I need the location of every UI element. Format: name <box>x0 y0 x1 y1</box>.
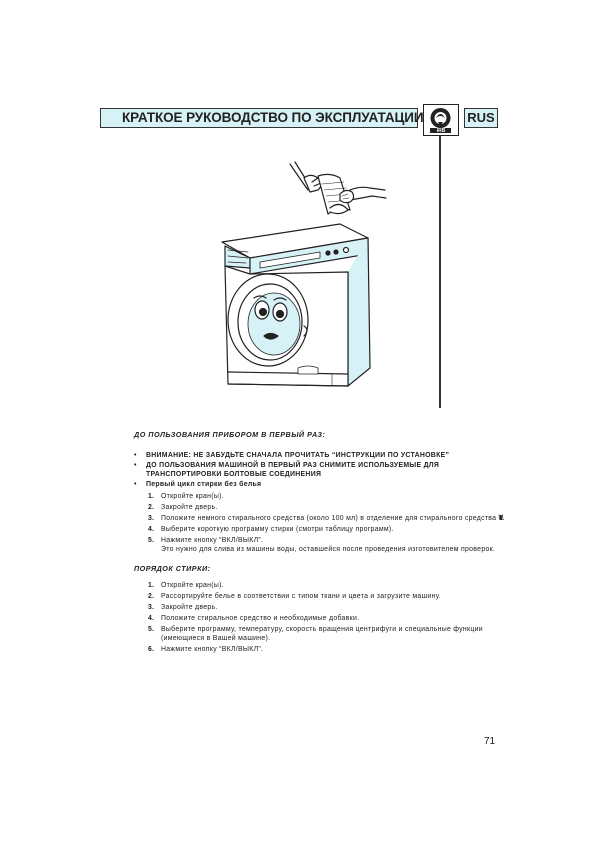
list-item <box>148 503 504 512</box>
bullet-text: ДО ПОЛЬЗОВАНИЯ МАШИНОЙ В ПЕРВЫЙ РАЗ СНИМИТЕ ИСПОЛЬЗУЕМЫЕ ДЛЯ ТРАНСПОРТИРОВКИ БОЛТОВЫЕ СОЕДИНЕНИЯ <box>146 462 440 478</box>
washing-machine-illustration <box>200 150 420 400</box>
step-note: Это нужно для слива из машины воды, оставшейся после проведения изготовителем проверок. <box>161 546 496 553</box>
step-text: Закройте дверь. <box>161 604 218 611</box>
bullet-item <box>134 480 504 489</box>
step-number: 2. <box>148 593 155 600</box>
margin-rule <box>439 136 441 408</box>
page-title: КРАТКОЕ РУКОВОДСТВО ПО ЭКСПЛУАТАЦИИ <box>122 110 424 125</box>
list-item <box>148 581 504 590</box>
list-item <box>148 492 504 501</box>
bullet-item <box>134 461 504 479</box>
list-item <box>148 592 504 601</box>
step-number: 1. <box>148 493 155 500</box>
page-number: 71 <box>484 736 496 747</box>
step-number: 2. <box>148 504 155 511</box>
step-number: 4. <box>148 526 155 533</box>
step-number: 5. <box>148 537 155 544</box>
badge-text: IRB <box>436 128 446 134</box>
bullet-text: Первый цикл стирки без белья <box>146 481 262 488</box>
bullet-icon: • <box>134 462 137 469</box>
content <box>134 430 504 656</box>
detergent-compartment-icon: \II/. <box>498 515 504 522</box>
step-number: 6. <box>148 646 155 653</box>
step-text: Нажмите кнопку “ВКЛ/ВЫКЛ”. <box>161 537 264 544</box>
bullet-icon: • <box>134 452 137 459</box>
step-text: Откройте кран(ы). <box>161 493 224 500</box>
step-number: 4. <box>148 615 155 622</box>
step-number: 5. <box>148 626 155 633</box>
step-text: Выберите короткую программу стирки (смотри таблицу программ). <box>161 526 394 533</box>
bullet-item <box>134 451 504 460</box>
section-title-washing-order: ПОРЯДОК СТИРКИ: <box>134 564 211 573</box>
step-text: Нажмите кнопку “ВКЛ/ВЫКЛ”. <box>161 646 264 653</box>
list-item <box>148 625 504 643</box>
list-item <box>148 514 504 523</box>
section-title-first-use: ДО ПОЛЬЗОВАНИЯ ПРИБОРОМ В ПЕРВЫЙ РАЗ: <box>134 430 326 439</box>
step-text: Рассортируйте белье в соответствии с типом ткани и цвета и загрузите машину. <box>161 593 441 600</box>
step-text: Закройте дверь. <box>161 504 218 511</box>
list-item <box>148 645 504 654</box>
step-text: Положите немного стирального средства (около 100 мл) в отделение для стирального средства <box>161 515 497 522</box>
list-item <box>148 536 504 554</box>
step-number: 1. <box>148 582 155 589</box>
step-text: Откройте кран(ы). <box>161 582 224 589</box>
first-cycle-steps <box>148 492 504 554</box>
list-item <box>148 525 504 534</box>
step-number: 3. <box>148 515 155 522</box>
language-badge: RUS <box>464 108 498 128</box>
list-item <box>148 614 504 623</box>
bullet-icon: • <box>134 481 137 488</box>
step-text: Выберите программу, температуру, скорость вращения центрифуги и специальные функции (имеющиеся в Вашей машине). <box>161 626 483 642</box>
list-item <box>148 603 504 612</box>
step-text: Положите стиральное средство и необходимые добавки. <box>161 615 360 622</box>
washing-steps <box>148 581 504 654</box>
bullet-text: ВНИМАНИЕ: НЕ ЗАБУДЬТЕ СНАЧАЛА ПРОЧИТАТЬ “ИНСТРУКЦИИ ПО УСТАНОВКЕ” <box>146 452 450 459</box>
badge-icon <box>423 104 459 136</box>
step-number: 3. <box>148 604 155 611</box>
